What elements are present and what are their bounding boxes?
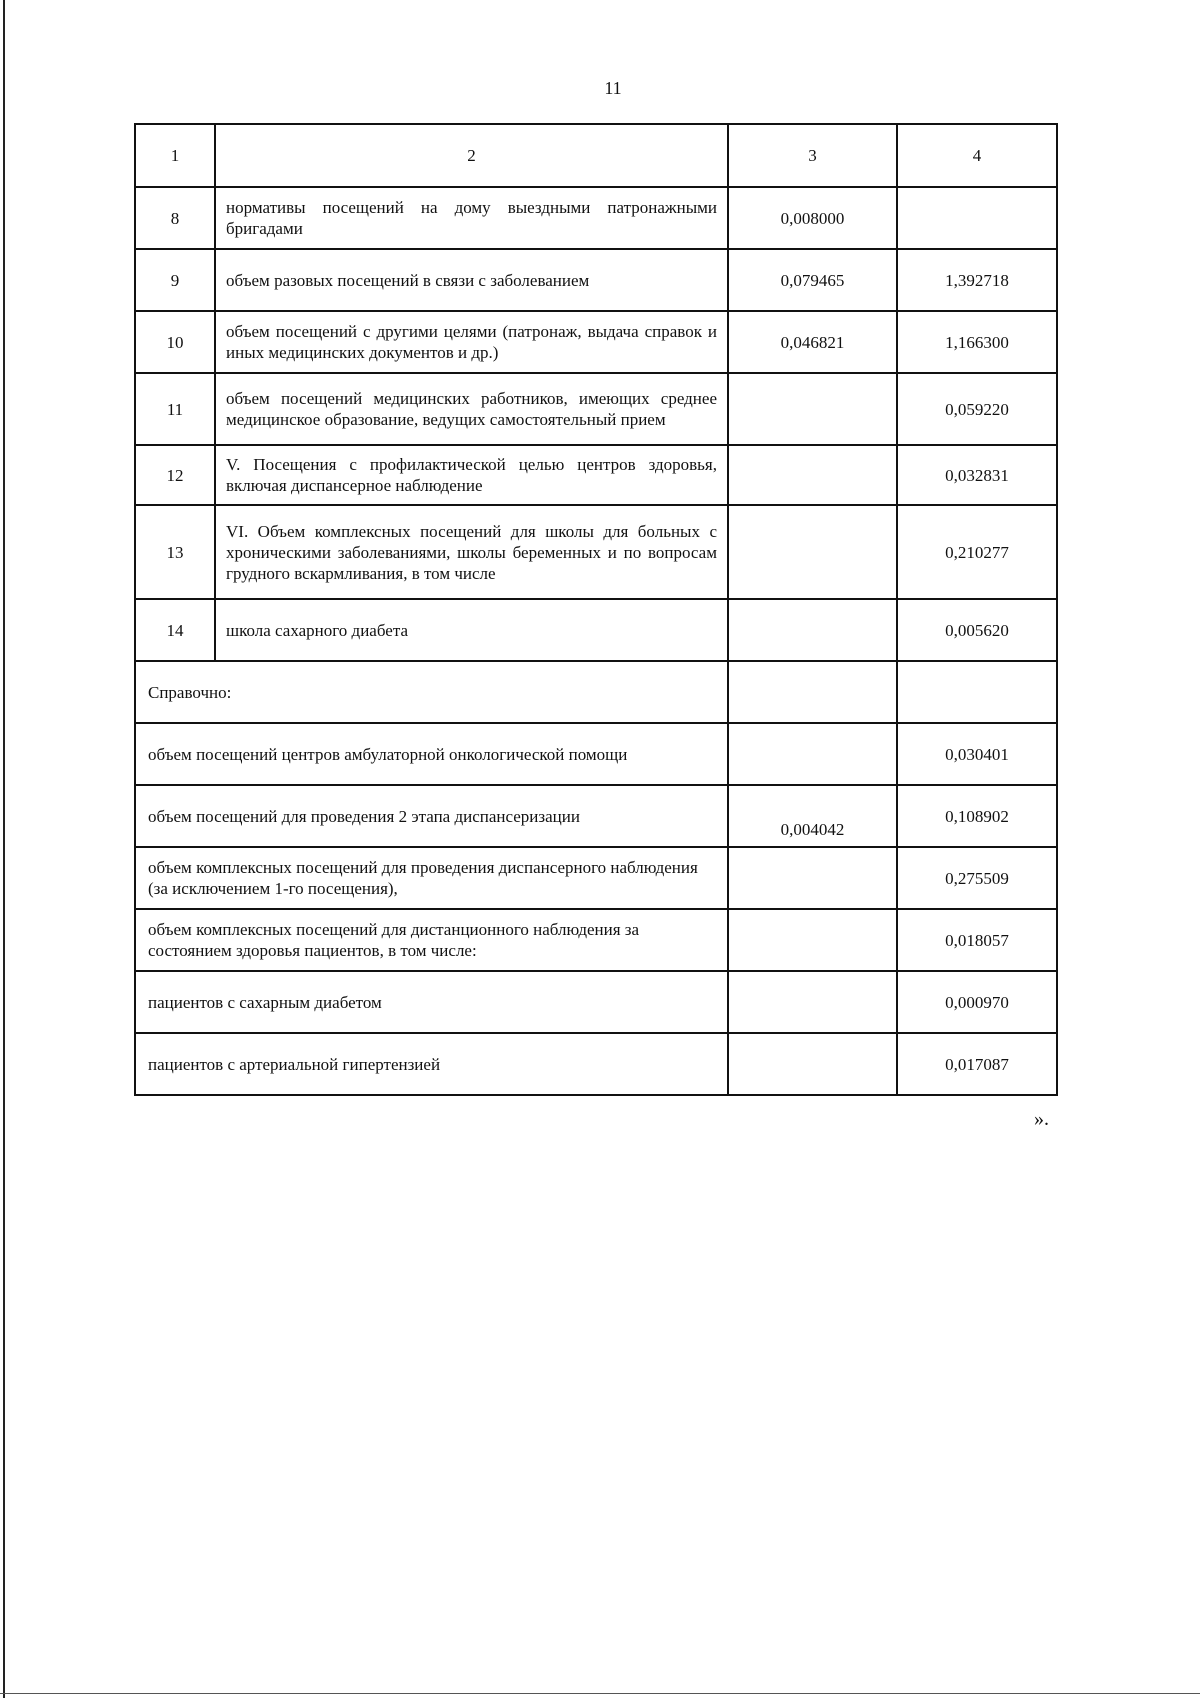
row-value-col4: 1,392718: [897, 249, 1057, 311]
row-value-col4: [897, 187, 1057, 249]
row-number: 14: [135, 599, 215, 661]
row-value-col4: 0,059220: [897, 373, 1057, 445]
reference-heading-col3: [728, 661, 897, 723]
row-value-col3: 0,046821: [728, 311, 897, 373]
table-row: [135, 311, 1057, 373]
reference-description: объем посещений центров амбулаторной онкологической помощи: [135, 723, 728, 785]
row-number: 11: [135, 373, 215, 445]
reference-value-col3: 0,004042: [728, 785, 897, 847]
table-row: [135, 445, 1057, 505]
table-row: [135, 373, 1057, 445]
reference-value-col4: 0,018057: [897, 909, 1057, 971]
row-value-col3: 0,008000: [728, 187, 897, 249]
header-col-4: 4: [897, 124, 1057, 187]
closing-quote-mark: ».: [1034, 1108, 1049, 1130]
reference-value-col4: 0,000970: [897, 971, 1057, 1033]
reference-value-col4: 0,017087: [897, 1033, 1057, 1095]
reference-description: объем посещений для проведения 2 этапа диспансеризации: [135, 785, 728, 847]
row-value-col3: 0,079465: [728, 249, 897, 311]
reference-description: объем комплексных посещений для дистанционного наблюдения за состоянием здоровья пациентов, в том числе:: [135, 909, 728, 971]
header-col-2: 2: [215, 124, 728, 187]
row-value-col4: 0,210277: [897, 505, 1057, 599]
row-value-col3: [728, 373, 897, 445]
table-row: [135, 249, 1057, 311]
reference-row: [135, 847, 1057, 909]
page-number: 11: [604, 78, 622, 98]
row-number: 10: [135, 311, 215, 373]
standards-table: [134, 123, 1058, 1096]
reference-heading-col4: [897, 661, 1057, 723]
row-value-col3: [728, 505, 897, 599]
reference-description: пациентов с сахарным диабетом: [135, 971, 728, 1033]
reference-value-col3: [728, 909, 897, 971]
header-col-3: 3: [728, 124, 897, 187]
reference-heading-row: [135, 661, 1057, 723]
reference-value-col4: 0,275509: [897, 847, 1057, 909]
reference-row: [135, 723, 1057, 785]
row-number: 8: [135, 187, 215, 249]
reference-row: [135, 785, 1057, 847]
page-edge-left: [3, 0, 5, 1698]
reference-label: Справочно:: [135, 661, 728, 723]
row-number: 9: [135, 249, 215, 311]
row-description: объем посещений с другими целями (патронаж, выдача справок и иных медицинских документов и др.): [215, 311, 728, 373]
reference-row: [135, 1033, 1057, 1095]
row-description: школа сахарного диабета: [215, 599, 728, 661]
reference-value-col3: [728, 847, 897, 909]
reference-row: [135, 909, 1057, 971]
reference-row: [135, 971, 1057, 1033]
row-value-col3: [728, 445, 897, 505]
header-col-1: 1: [135, 124, 215, 187]
reference-value-col4: 0,030401: [897, 723, 1057, 785]
row-value-col4: 0,032831: [897, 445, 1057, 505]
table-row: [135, 187, 1057, 249]
reference-value-col3: [728, 971, 897, 1033]
reference-description: объем комплексных посещений для проведения диспансерного наблюдения (за исключением 1-го посещения),: [135, 847, 728, 909]
row-description: объем разовых посещений в связи с заболеванием: [215, 249, 728, 311]
row-value-col4: 1,166300: [897, 311, 1057, 373]
row-description: объем посещений медицинских работников, имеющих среднее медицинское образование, ведущих самостоятельный прием: [215, 373, 728, 445]
row-number: 12: [135, 445, 215, 505]
table-header-row: [135, 124, 1057, 187]
row-description: VI. Объем комплексных посещений для школы для больных с хроническими заболеваниями, школы беременных и по вопросам грудного вскармливания, в том числе: [215, 505, 728, 599]
table-row: [135, 599, 1057, 661]
row-value-col4: 0,005620: [897, 599, 1057, 661]
reference-value-col3: [728, 723, 897, 785]
row-value-col3: [728, 599, 897, 661]
table-row: [135, 505, 1057, 599]
row-description: нормативы посещений на дому выездными патронажными бригадами: [215, 187, 728, 249]
page-edge-bottom: [0, 1693, 1200, 1694]
row-number: 13: [135, 505, 215, 599]
reference-value-col4: 0,108902: [897, 785, 1057, 847]
reference-description: пациентов с артериальной гипертензией: [135, 1033, 728, 1095]
row-description: V. Посещения с профилактической целью центров здоровья, включая диспансерное наблюдение: [215, 445, 728, 505]
reference-value-col3: [728, 1033, 897, 1095]
